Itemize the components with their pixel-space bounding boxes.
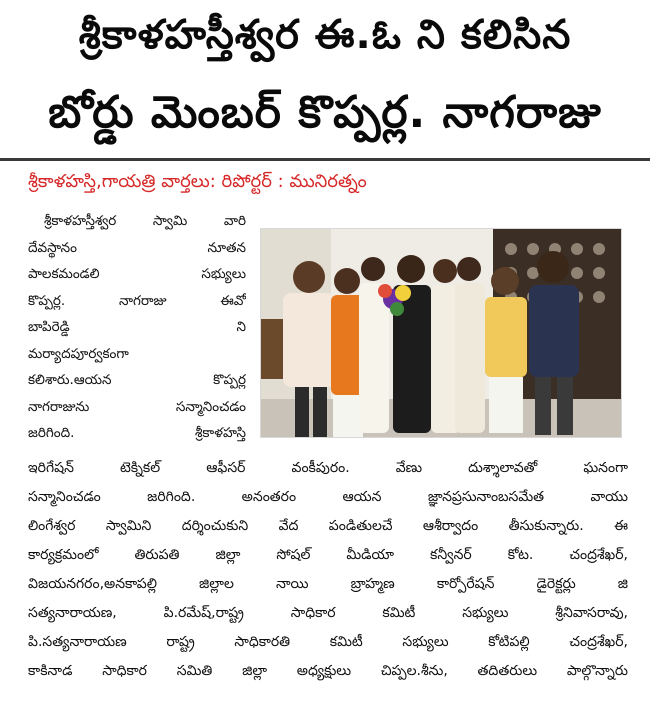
headline-divider — [0, 158, 650, 161]
text-line: విజయనగరం,అనకాపల్లి జిల్లాల నాయి బ్రాహ్మణ కార్పోరేషన్ డైరెక్టర్లు జి — [28, 576, 628, 592]
group-photo-illustration — [261, 229, 621, 437]
text-line: కార్యక్రమంలో తిరుపతి జిల్లా సోషల్ మీడియా కన్వీనర్ కోట. చంద్రశేఖర్, — [28, 547, 628, 563]
text-line: శ్రీకాళహస్తీశ్వర స్వామి వారి — [44, 213, 246, 229]
article-full-width-text — [28, 454, 628, 686]
text-line: ఇరిగేషన్ టెక్నికల్ ఆఫీసర్ వంకీపురం. వేణు దుశ్శాలావతో ఘనంగా — [28, 460, 628, 476]
text-line: కొప్పర్ల. నాగరాజు ఈవో — [28, 292, 246, 309]
text-line: సత్యనారాయణ, పి.రమేష్,రాష్ట్ర సాధికార కమిటీ సభ్యులు శ్రీనివాసరావు, — [28, 605, 628, 621]
text-line: కలిశారు.ఆయన కొప్పర్ల — [28, 372, 246, 388]
text-line: జరిగింది. శ్రీకాళహస్తి — [28, 425, 246, 441]
headline-line-1: శ్రీకాళహస్తీశ్వర ఈ.ఓ ని కలిసిన — [78, 12, 572, 58]
text-line: పాలకమండలి సభ్యులు — [28, 266, 246, 282]
article-column-text — [28, 208, 246, 447]
text-line: బాపిరెడ్డి ని — [28, 319, 246, 335]
news-photo — [260, 228, 622, 438]
byline: శ్రీకాళహస్తి,గాయత్రి వార్తలు: రిపోర్టర్ : మునిరత్నం — [28, 171, 367, 192]
text-line: పి.సత్యనారాయణ రాష్ట్ర సాధికారతి కమిటీ సభ్యులు కోటిపల్లి చంద్రశేఖర్, — [28, 634, 628, 650]
text-line: దేవస్థానం నూతన — [28, 239, 246, 256]
text-line: లింగేశ్వర స్వామిని దర్శించుకుని వేద పండితులచే ఆశీర్వాదం తీసుకున్నారు. ఈ — [28, 518, 628, 534]
text-line: మర్యాదపూర్వకంగా — [28, 345, 129, 362]
text-line: సన్మానించడం జరిగింది. అనంతరం ఆయన జ్ఞానప్రసునాంబసమేత వాయు — [28, 489, 628, 505]
text-line: నాగరాజును సన్మానించడం — [28, 398, 246, 415]
headline-line-2: బోర్డు మెంబర్ కొప్పర్ల. నాగరాజు — [48, 87, 602, 138]
text-line: కాకినాడ సాధికార సమితి జిల్లా అధ్యక్షులు చిప్పల.శీను, తదితరులు పాల్గొన్నారు — [28, 663, 628, 679]
